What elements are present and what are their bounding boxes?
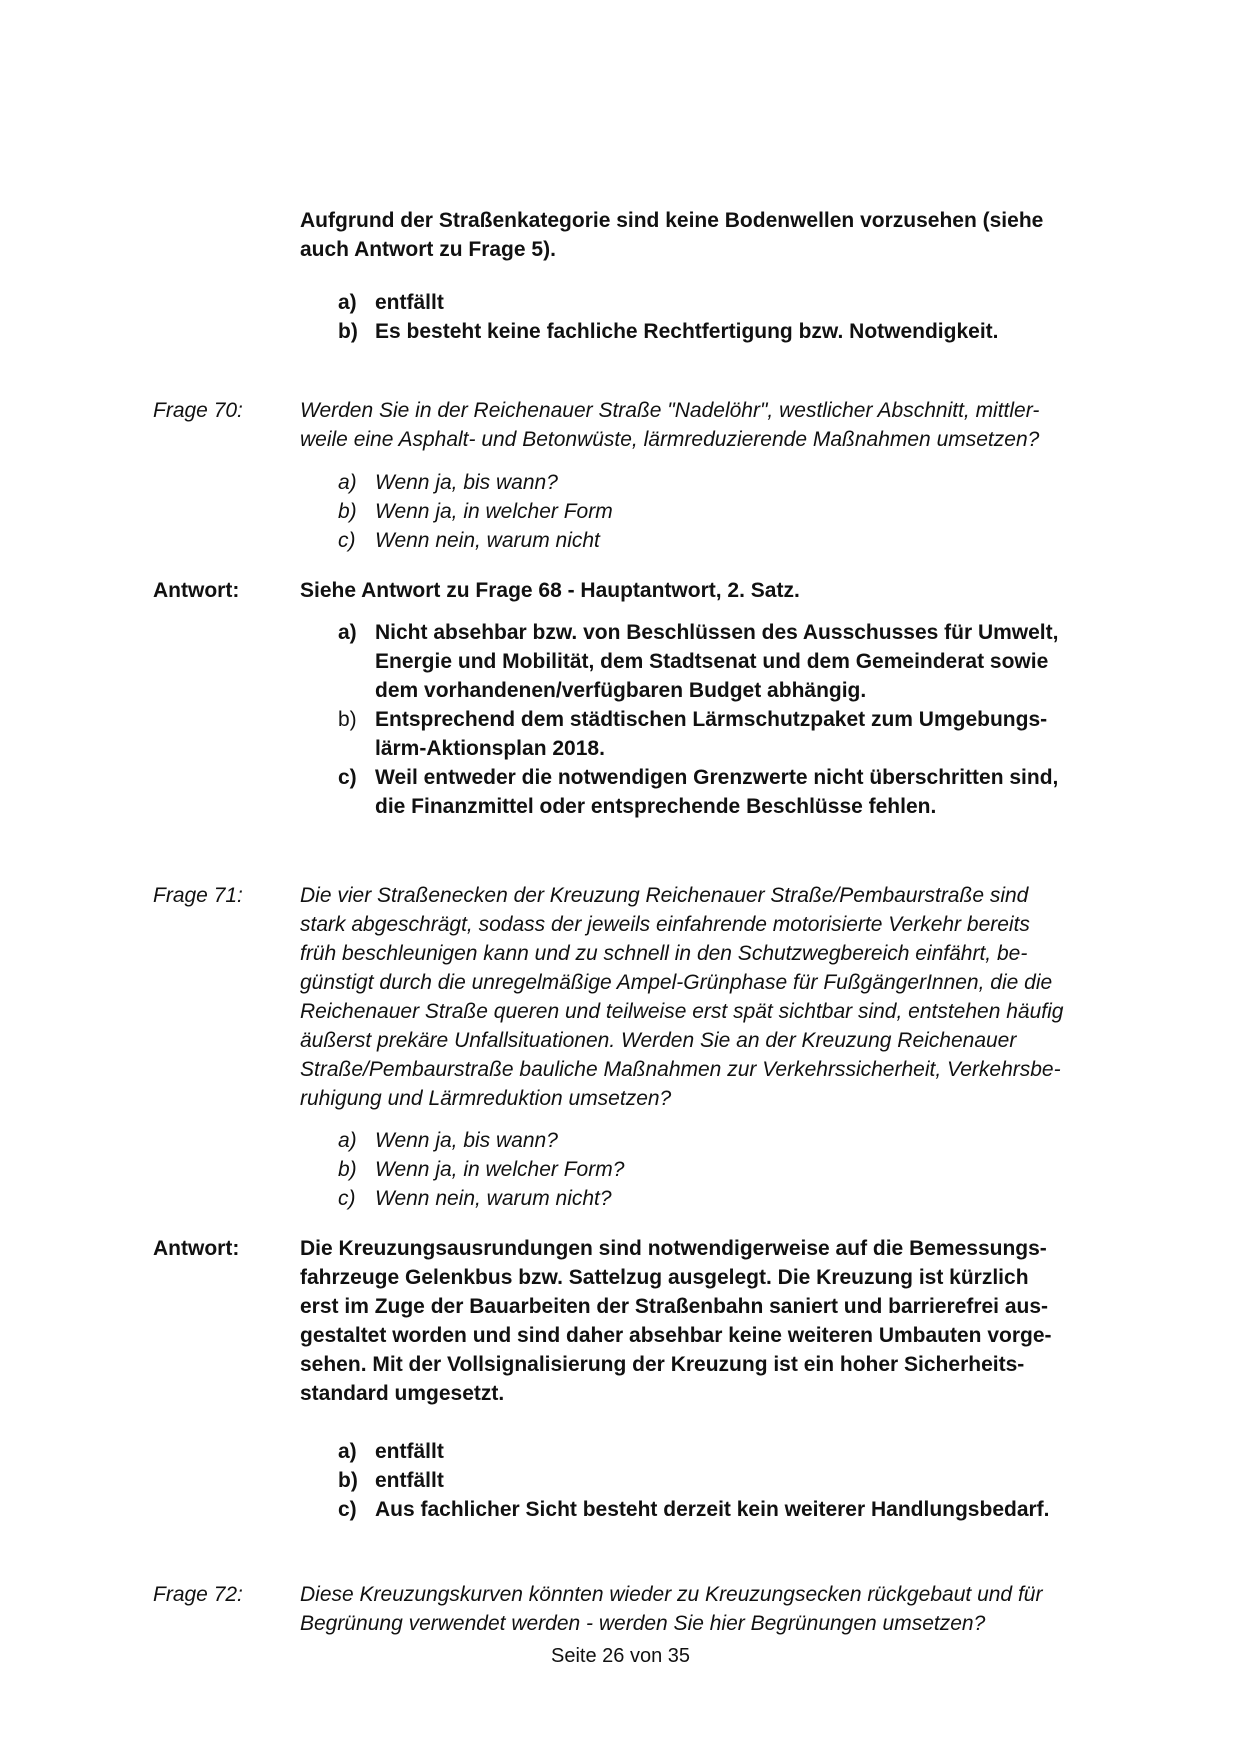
list-item-text: Entsprechend dem städtischen Lärmschutzpaket zum Umgebungs- xyxy=(375,708,1048,731)
text-line: günstigt durch die unregelmäßige Ampel-Grünphase für FußgängerInnen, die die xyxy=(300,971,1053,994)
list-item-text: Wenn ja, in welcher Form? xyxy=(375,1158,625,1181)
list-item-text: Wenn ja, in welcher Form xyxy=(375,500,613,523)
list-marker: b) xyxy=(338,1158,357,1181)
list-item-text: Es besteht keine fachliche Rechtfertigung bzw. Notwendigkeit. xyxy=(375,320,999,343)
text-line: sehen. Mit der Vollsignalisierung der Kreuzung ist ein hoher Sicherheits- xyxy=(300,1353,1025,1376)
text-line: Werden Sie in der Reichenauer Straße "Nadelöhr", westlicher Abschnitt, mittler- xyxy=(300,399,1040,422)
text-line: ruhigung und Lärmreduktion umsetzen? xyxy=(300,1087,672,1110)
text-line: Diese Kreuzungskurven könnten wieder zu Kreuzungsecken rückgebaut und für xyxy=(300,1583,1043,1606)
list-item-text: Wenn nein, warum nicht? xyxy=(375,1187,612,1210)
list-marker: a) xyxy=(338,471,357,494)
text-line: standard umgesetzt. xyxy=(300,1382,505,1405)
text-line: Die Kreuzungsausrundungen sind notwendigerweise auf die Bemessungs- xyxy=(300,1237,1047,1260)
question-label: Frage 70: xyxy=(153,399,243,422)
list-item-text: die Finanzmittel oder entsprechende Beschlüsse fehlen. xyxy=(375,795,937,818)
text-line: weile eine Asphalt- und Betonwüste, lärmreduzierende Maßnahmen umsetzen? xyxy=(300,428,1040,451)
list-marker: c) xyxy=(338,1498,357,1521)
intro-paragraph xyxy=(300,206,1130,264)
list-marker: a) xyxy=(338,1440,357,1463)
page-number: Seite 26 von 35 xyxy=(551,1645,690,1667)
list-item-text: Nicht absehbar bzw. von Beschlüssen des Ausschusses für Umwelt, xyxy=(375,621,1059,644)
answer-label: Antwort: xyxy=(153,579,240,602)
text-line: früh beschleunigen kann und zu schnell in den Schutzwegbereich einfährt, be- xyxy=(300,942,1028,965)
text-line: Reichenauer Straße queren und teilweise erst spät sichtbar sind, entstehen häufig xyxy=(300,1000,1064,1023)
question-text xyxy=(300,396,1130,454)
text-line: stark abgeschrägt, sodass der jeweils einfahrende motorisierte Verkehr bereits xyxy=(300,913,1030,936)
list-marker: a) xyxy=(338,621,357,644)
text-line: fahrzeuge Gelenkbus bzw. Sattelzug ausgelegt. Die Kreuzung ist kürzlich xyxy=(300,1266,1029,1289)
text-line: auch Antwort zu Frage 5). xyxy=(300,238,556,261)
list-item-text: Energie und Mobilität, dem Stadtsenat und dem Gemeinderat sowie xyxy=(375,650,1049,673)
list-item-text: entfällt xyxy=(375,291,444,314)
answer-text xyxy=(300,1234,1130,1408)
list-item-text: entfällt xyxy=(375,1469,444,1492)
question-text xyxy=(300,881,1130,1113)
text-line: Die vier Straßenecken der Kreuzung Reichenauer Straße/Pembaurstraße sind xyxy=(300,884,1029,907)
answer-text xyxy=(300,576,1130,605)
text-line: Siehe Antwort zu Frage 68 - Hauptantwort, 2. Satz. xyxy=(300,579,800,602)
question-text xyxy=(300,1580,1130,1638)
list-marker: b) xyxy=(338,1469,358,1492)
text-line: gestaltet worden und sind daher absehbar keine weiteren Umbauten vorge- xyxy=(300,1324,1052,1347)
text-line: Straße/Pembaurstraße bauliche Maßnahmen zur Verkehrssicherheit, Verkehrsbe- xyxy=(300,1058,1061,1081)
text-line: äußerst prekäre Unfallsituationen. Werden Sie an der Kreuzung Reichenauer xyxy=(300,1029,1017,1052)
list-marker: b) xyxy=(338,500,357,523)
list-item-text: Wenn ja, bis wann? xyxy=(375,1129,558,1152)
list-marker: b) xyxy=(338,708,357,731)
list-item-text: Weil entweder die notwendigen Grenzwerte nicht überschritten sind, xyxy=(375,766,1059,789)
list-item-text: Aus fachlicher Sicht besteht derzeit kein weiterer Handlungsbedarf. xyxy=(375,1498,1050,1521)
question-label: Frage 72: xyxy=(153,1583,243,1606)
list-marker: c) xyxy=(338,766,357,789)
answer-label: Antwort: xyxy=(153,1237,240,1260)
list-marker: c) xyxy=(338,1187,356,1210)
list-marker: c) xyxy=(338,529,356,552)
text-line: erst im Zuge der Bauarbeiten der Straßenbahn saniert und barrierefrei aus- xyxy=(300,1295,1049,1318)
question-label: Frage 71: xyxy=(153,884,243,907)
text-line: Begrünung verwendet werden - werden Sie hier Begrünungen umsetzen? xyxy=(300,1612,986,1635)
text-line: Aufgrund der Straßenkategorie sind keine Bodenwellen vorzusehen (siehe xyxy=(300,209,1044,232)
list-marker: b) xyxy=(338,320,358,343)
list-item-text: lärm-Aktionsplan 2018. xyxy=(375,737,605,760)
list-item-text: entfällt xyxy=(375,1440,444,1463)
list-item-text: Wenn ja, bis wann? xyxy=(375,471,558,494)
list-marker: a) xyxy=(338,1129,357,1152)
list-marker: a) xyxy=(338,291,357,314)
list-item-text: dem vorhandenen/verfügbaren Budget abhängig. xyxy=(375,679,867,702)
list-item-text: Wenn nein, warum nicht xyxy=(375,529,600,552)
